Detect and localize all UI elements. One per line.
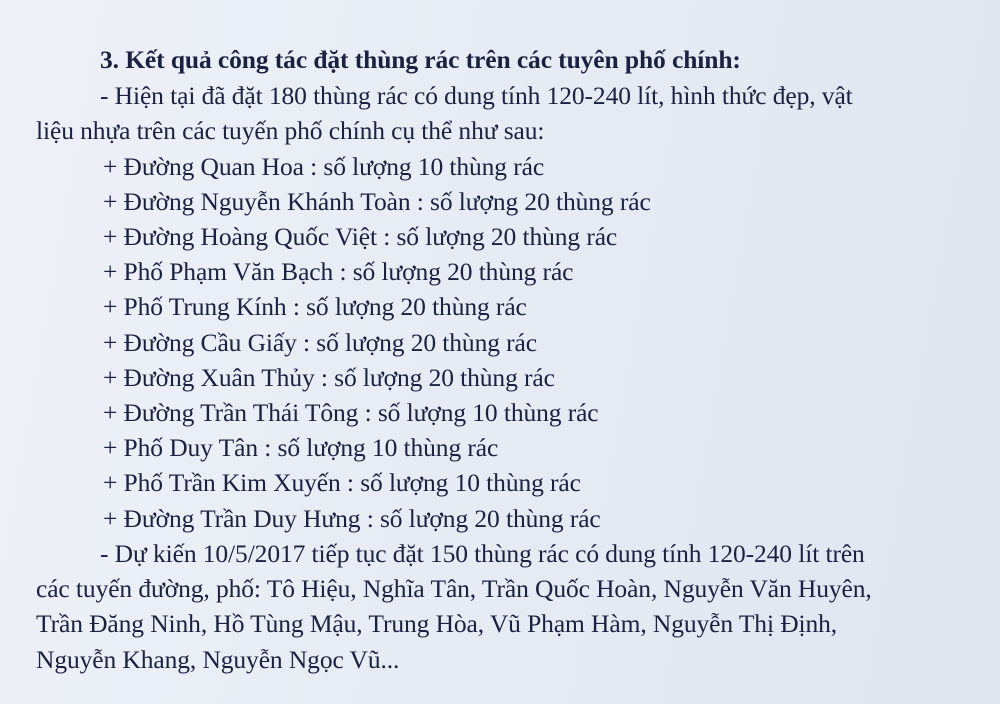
plan-line: - Dự kiến 10/5/2017 tiếp tục đặt 150 thùng rác có dung tính 120-240 lít trên [100, 539, 865, 568]
street-item: + Đường Cầu Giấy : số lượng 20 thùng rác [103, 328, 537, 357]
street-item: + Đường Trần Duy Hưng : số lượng 20 thùng rác [103, 504, 601, 533]
street-item: + Phố Phạm Văn Bạch : số lượng 20 thùng rác [103, 257, 574, 286]
intro-line: - Hiện tại đã đặt 180 thùng rác có dung tính 120-240 lít, hình thức đẹp, vật [100, 81, 853, 110]
plan-line: các tuyến đường, phố: Tô Hiệu, Nghĩa Tân, Trần Quốc Hoàn, Nguyễn Văn Huyên, [36, 574, 872, 603]
street-item: + Đường Xuân Thủy : số lượng 20 thùng rác [103, 363, 555, 392]
street-item: + Phố Duy Tân : số lượng 10 thùng rác [103, 433, 499, 462]
street-item: + Phố Trung Kính : số lượng 20 thùng rác [103, 292, 527, 321]
street-item: + Đường Quan Hoa : số lượng 10 thùng rác [103, 152, 545, 181]
street-item: + Đường Nguyễn Khánh Toàn : số lượng 20 thùng rác [103, 187, 651, 216]
section-heading: 3. Kết quả công tác đặt thùng rác trên các tuyên phố chính: [100, 45, 741, 74]
plan-line: Nguyễn Khang, Nguyễn Ngọc Vũ... [36, 645, 400, 674]
street-item: + Đường Hoàng Quốc Việt : số lượng 20 thùng rác [103, 222, 618, 251]
plan-line: Trần Đăng Ninh, Hồ Tùng Mậu, Trung Hòa, Vũ Phạm Hàm, Nguyễn Thị Định, [36, 609, 838, 638]
street-item: + Đường Trần Thái Tông : số lượng 10 thùng rác [103, 398, 599, 427]
street-item: + Phố Trần Kim Xuyến : số lượng 10 thùng rác [103, 468, 581, 497]
intro-line: liệu nhựa trên các tuyến phố chính cụ thể như sau: [36, 116, 545, 145]
